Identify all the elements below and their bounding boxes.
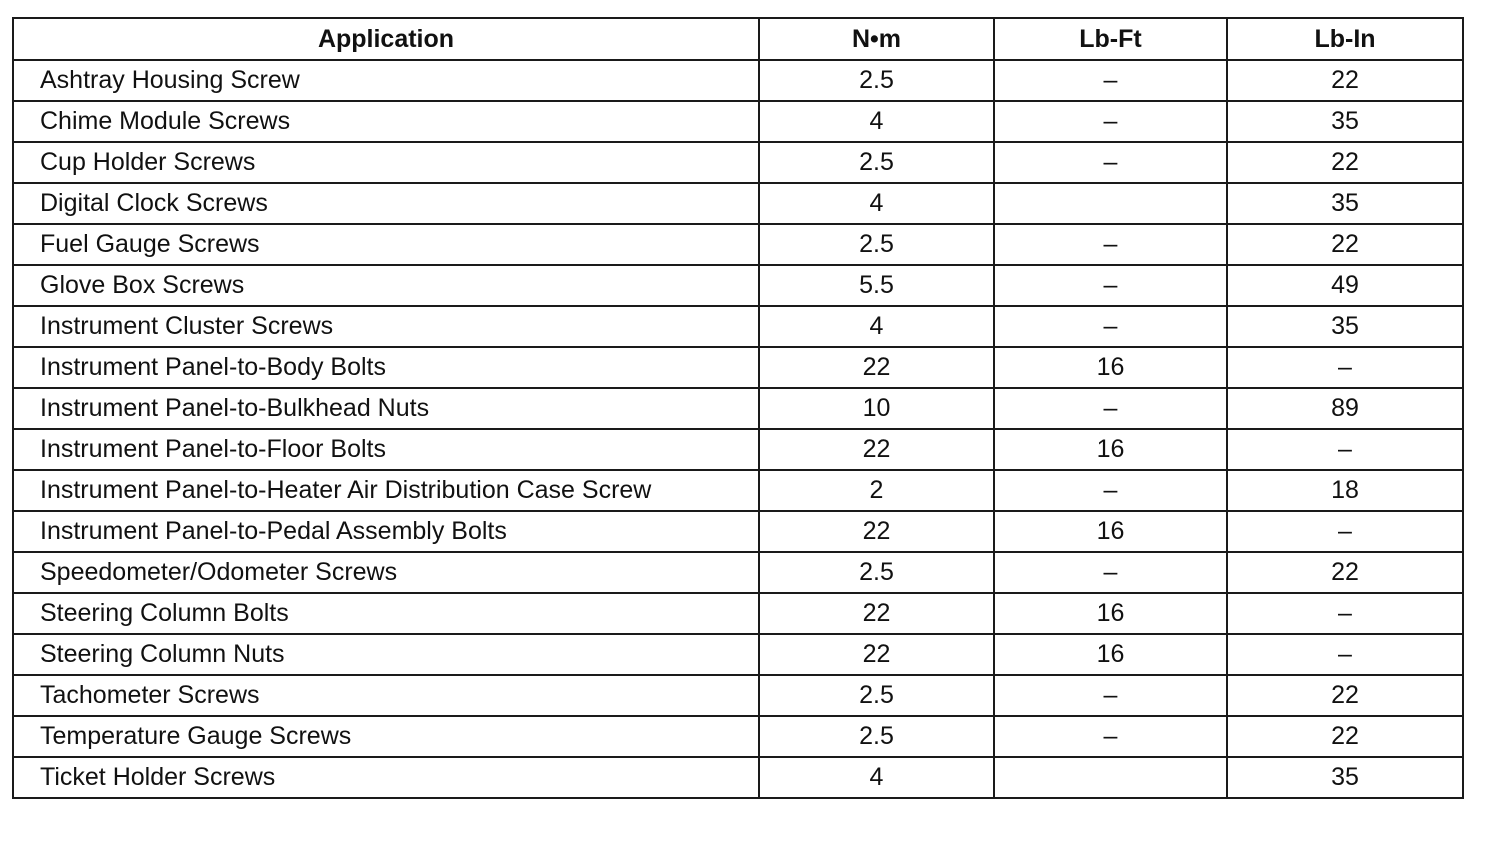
lbin-cell: 35 bbox=[1227, 757, 1463, 798]
lbft-cell: – bbox=[994, 142, 1227, 183]
application-cell: Instrument Cluster Screws bbox=[13, 306, 759, 347]
application-cell: Speedometer/Odometer Screws bbox=[13, 552, 759, 593]
lbin-cell: – bbox=[1227, 347, 1463, 388]
lbin-cell: 18 bbox=[1227, 470, 1463, 511]
nm-cell: 22 bbox=[759, 347, 994, 388]
application-cell: Instrument Panel-to-Pedal Assembly Bolts bbox=[13, 511, 759, 552]
nm-cell: 2.5 bbox=[759, 142, 994, 183]
lbft-cell: – bbox=[994, 224, 1227, 265]
lbft-cell: – bbox=[994, 716, 1227, 757]
table-row bbox=[13, 183, 1463, 224]
table-row bbox=[13, 265, 1463, 306]
nm-cell: 4 bbox=[759, 306, 994, 347]
table-row bbox=[13, 511, 1463, 552]
application-cell: Instrument Panel-to-Floor Bolts bbox=[13, 429, 759, 470]
application-cell: Digital Clock Screws bbox=[13, 183, 759, 224]
table-row bbox=[13, 716, 1463, 757]
lbin-cell: 22 bbox=[1227, 60, 1463, 101]
lbft-cell: 16 bbox=[994, 593, 1227, 634]
lbin-cell: 22 bbox=[1227, 142, 1463, 183]
table-row bbox=[13, 347, 1463, 388]
header-row bbox=[13, 18, 1463, 60]
nm-cell: 2.5 bbox=[759, 716, 994, 757]
lbin-cell: 35 bbox=[1227, 306, 1463, 347]
nm-cell: 22 bbox=[759, 511, 994, 552]
lbin-cell: 35 bbox=[1227, 183, 1463, 224]
lbin-cell: – bbox=[1227, 593, 1463, 634]
application-cell: Glove Box Screws bbox=[13, 265, 759, 306]
application-cell: Cup Holder Screws bbox=[13, 142, 759, 183]
torque-spec-table bbox=[12, 17, 1464, 799]
lbft-cell: 16 bbox=[994, 511, 1227, 552]
application-cell: Tachometer Screws bbox=[13, 675, 759, 716]
table-row bbox=[13, 429, 1463, 470]
application-cell: Steering Column Bolts bbox=[13, 593, 759, 634]
table-row bbox=[13, 675, 1463, 716]
application-cell: Ticket Holder Screws bbox=[13, 757, 759, 798]
application-cell: Steering Column Nuts bbox=[13, 634, 759, 675]
nm-cell: 4 bbox=[759, 757, 994, 798]
nm-cell: 2.5 bbox=[759, 60, 994, 101]
application-cell: Chime Module Screws bbox=[13, 101, 759, 142]
lbin-cell: 22 bbox=[1227, 675, 1463, 716]
nm-cell: 22 bbox=[759, 593, 994, 634]
application-cell: Fuel Gauge Screws bbox=[13, 224, 759, 265]
table-row bbox=[13, 634, 1463, 675]
table-row bbox=[13, 593, 1463, 634]
header-pound-feet: Lb-Ft bbox=[994, 18, 1227, 60]
nm-cell: 22 bbox=[759, 429, 994, 470]
header-application: Application bbox=[13, 18, 759, 60]
application-cell: Instrument Panel-to-Bulkhead Nuts bbox=[13, 388, 759, 429]
nm-cell: 2.5 bbox=[759, 675, 994, 716]
lbin-cell: – bbox=[1227, 634, 1463, 675]
lbin-cell: 22 bbox=[1227, 224, 1463, 265]
application-cell: Instrument Panel-to-Body Bolts bbox=[13, 347, 759, 388]
table-row bbox=[13, 470, 1463, 511]
nm-cell: 2.5 bbox=[759, 224, 994, 265]
lbin-cell: – bbox=[1227, 429, 1463, 470]
lbft-cell: – bbox=[994, 470, 1227, 511]
table-row bbox=[13, 60, 1463, 101]
lbft-cell: – bbox=[994, 306, 1227, 347]
lbin-cell: 22 bbox=[1227, 552, 1463, 593]
table-row bbox=[13, 306, 1463, 347]
lbft-cell: 16 bbox=[994, 634, 1227, 675]
lbin-cell: 89 bbox=[1227, 388, 1463, 429]
application-cell: Ashtray Housing Screw bbox=[13, 60, 759, 101]
table-row bbox=[13, 142, 1463, 183]
nm-cell: 4 bbox=[759, 101, 994, 142]
lbin-cell: – bbox=[1227, 511, 1463, 552]
nm-cell: 4 bbox=[759, 183, 994, 224]
nm-cell: 2.5 bbox=[759, 552, 994, 593]
header-newton-meters: N•m bbox=[759, 18, 994, 60]
header-pound-inches: Lb-In bbox=[1227, 18, 1463, 60]
lbin-cell: 22 bbox=[1227, 716, 1463, 757]
lbft-cell: – bbox=[994, 388, 1227, 429]
lbft-cell: – bbox=[994, 265, 1227, 306]
lbft-cell bbox=[994, 757, 1227, 798]
table-row bbox=[13, 552, 1463, 593]
table-row bbox=[13, 224, 1463, 265]
nm-cell: 22 bbox=[759, 634, 994, 675]
lbft-cell: – bbox=[994, 60, 1227, 101]
lbft-cell: – bbox=[994, 101, 1227, 142]
table-row bbox=[13, 388, 1463, 429]
application-cell: Temperature Gauge Screws bbox=[13, 716, 759, 757]
table-row bbox=[13, 757, 1463, 798]
lbft-cell: 16 bbox=[994, 347, 1227, 388]
nm-cell: 5.5 bbox=[759, 265, 994, 306]
lbin-cell: 49 bbox=[1227, 265, 1463, 306]
lbft-cell: – bbox=[994, 675, 1227, 716]
nm-cell: 10 bbox=[759, 388, 994, 429]
lbft-cell bbox=[994, 183, 1227, 224]
application-cell: Instrument Panel-to-Heater Air Distribution Case Screw bbox=[13, 470, 759, 511]
lbin-cell: 35 bbox=[1227, 101, 1463, 142]
lbft-cell: – bbox=[994, 552, 1227, 593]
table-row bbox=[13, 101, 1463, 142]
nm-cell: 2 bbox=[759, 470, 994, 511]
lbft-cell: 16 bbox=[994, 429, 1227, 470]
